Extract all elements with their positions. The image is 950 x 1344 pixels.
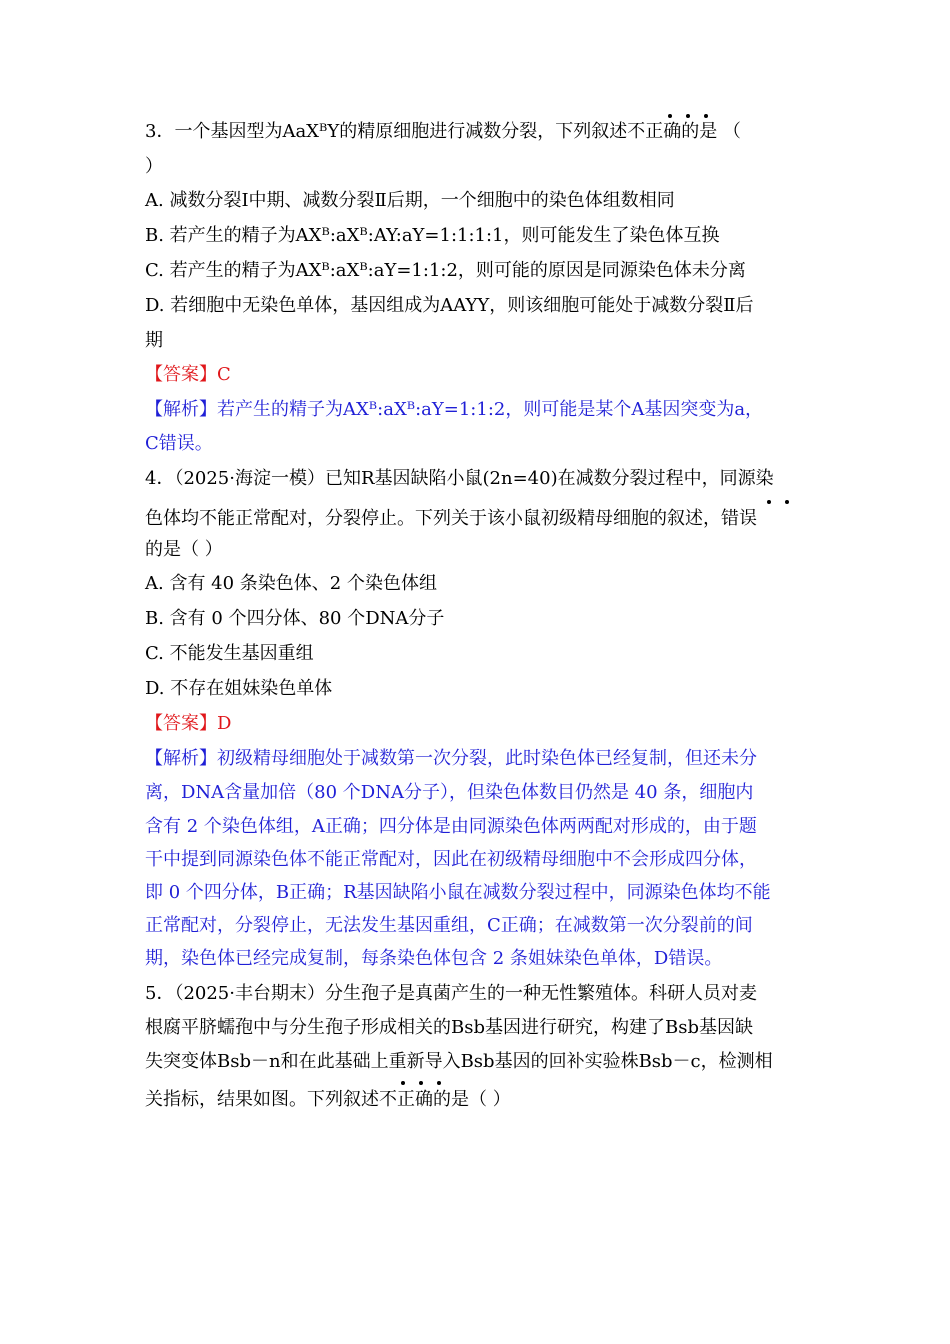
q3-option-a: A. 减数分裂Ⅰ中期、减数分裂Ⅱ后期，一个细胞中的染色体组数相同: [145, 190, 675, 211]
q5-stem-line4: 关指标，结果如图。下列叙述不正确的是（ ）: [145, 1089, 511, 1110]
emphasis-dot: [437, 1081, 441, 1085]
q3-option-d-line1: D. 若细胞中无染色单体，基因组成为AAYY，则该细胞可能处于减数分裂Ⅱ后: [145, 295, 754, 316]
q4-analysis-line: 离，DNA含量加倍（80 个DNA分子），但染色体数目仍然是 40 条，细胞内: [145, 782, 754, 803]
emphasis-dot: [785, 500, 789, 504]
q4-analysis-line: 含有 2 个染色体组，A正确；四分体是由同源染色体两两配对形成的，由于题: [145, 816, 757, 837]
q4-analysis-line: 干中提到同源染色体不能正常配对，因此在初级精母细胞中不会形成四分体，: [145, 849, 757, 870]
q4-option-b: B. 含有 0 个四分体、80 个DNA分子: [145, 608, 445, 629]
q3-option-b: B. 若产生的精子为AXᴮ:aXᴮ:AY:aY=1:1:1:1，则可能发生了染色体互换: [145, 225, 720, 246]
q5-stem-line2: 根腐平脐蠕孢中与分生孢子形成相关的Bsb基因进行研究，构建了Bsb基因缺: [145, 1017, 753, 1038]
q3-option-d-line2: 期: [145, 330, 163, 351]
q4-analysis-line: 期，染色体已经完成复制，每条染色体包含 2 条姐妹染色单体，D错误。: [145, 948, 723, 969]
q4-analysis-line: 即 0 个四分体，B正确；R基因缺陷小鼠在减数分裂过程中，同源染色体均不能: [145, 882, 771, 903]
emphasis-dot: [668, 114, 672, 118]
q4-analysis-line: 正常配对，分裂停止，无法发生基因重组，C正确；在减数第一次分裂前的间: [145, 915, 753, 936]
emphasis-dot: [686, 114, 690, 118]
q3-option-c: C. 若产生的精子为AXᴮ:aXᴮ:aY=1:1:2，则可能的原因是同源染色体未分离: [145, 260, 746, 281]
q3-stem-line1: 3．一个基因型为AaXᴮY的精原细胞进行减数分裂，下列叙述不正确的是 （: [145, 121, 741, 142]
emphasis-dot: [419, 1081, 423, 1085]
q3-analysis-line2: C错误。: [145, 433, 213, 454]
q4-analysis-line: 【解析】初级精母细胞处于减数第一次分裂，此时染色体已经复制，但还未分: [145, 748, 757, 769]
q5-stem-line1: 5．（2025·丰台期末）分生孢子是真菌产生的一种无性繁殖体。科研人员对麦: [145, 983, 757, 1004]
q4-stem-line3: 的是（ ）: [145, 539, 223, 560]
q3-analysis-line1: 【解析】若产生的精子为AXᴮ:aXᴮ:aY=1:1:2，则可能是某个A基因突变为a，: [145, 399, 764, 420]
q5-stem-line3: 失突变体Bsb－n和在此基础上重新导入Bsb基因的回补实验株Bsb－c，检测相: [145, 1051, 773, 1072]
emphasis-dot: [704, 114, 708, 118]
q3-answer: 【答案】C: [145, 364, 231, 385]
q3-stem-line2: ）: [145, 156, 163, 177]
q4-stem-line2: 色体均不能正常配对，分裂停止。下列关于该小鼠初级精母细胞的叙述，错误: [145, 508, 757, 529]
q4-stem-line1: 4．（2025·海淀一模）已知R基因缺陷小鼠(2n=40)在减数分裂过程中，同源染: [145, 468, 774, 489]
emphasis-dot: [767, 500, 771, 504]
emphasis-dot: [401, 1081, 405, 1085]
q4-answer: 【答案】D: [145, 713, 232, 734]
q4-option-a: A. 含有 40 条染色体、2 个染色体组: [145, 573, 437, 594]
q4-option-c: C. 不能发生基因重组: [145, 643, 314, 664]
q4-option-d: D. 不存在姐妹染色单体: [145, 678, 333, 699]
